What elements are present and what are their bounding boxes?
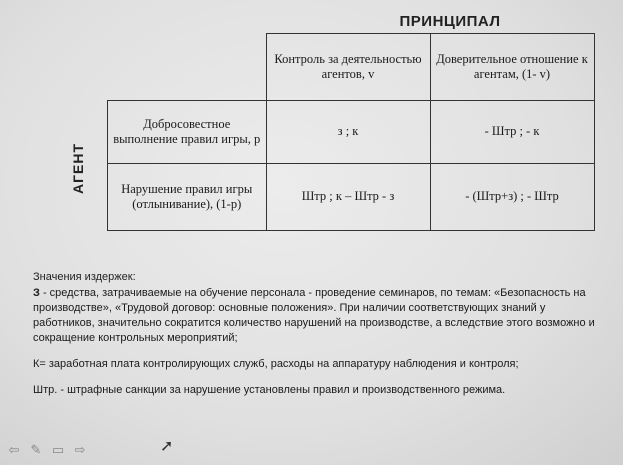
note-k: К= заработная плата контролирующих служб, расходы на аппаратуру наблюдения и контроля; <box>33 358 519 370</box>
principal-title: ПРИНЦИПАЛ <box>399 13 501 30</box>
table-row <box>108 100 595 163</box>
row-label-violation: Нарушение правил игры (отлынивание), (1-p) <box>108 163 267 230</box>
slideshow-toolbar <box>6 440 88 460</box>
col-header-control: Контроль за деятельностью агентов, v <box>266 34 430 101</box>
cell-violation-control: Штр ; к – Штр - з <box>266 163 430 230</box>
slides-icon[interactable]: ▭ <box>51 442 65 458</box>
costs-caption: Значения издержек: <box>33 271 136 283</box>
table-row <box>108 163 595 230</box>
arrow-right-icon[interactable]: ⇨ <box>74 442 86 458</box>
cell-violation-trust: - (Штр+з) ; - Штр <box>430 163 594 230</box>
z-description: - средства, затрачиваемые на обучение персонала - проведение семинаров, по темам: «Безопасность на производстве», «Трудовой договор: основные положения». При наличии соответствующих знаний у работников, значительно сократится количество нарушений на производстве, а вследствие этого возможно и сокращение контрольных мероприятий; <box>33 287 595 344</box>
header-row <box>108 34 595 101</box>
col-header-trust: Доверительное отношение к агентам, (1- v) <box>430 34 594 101</box>
payoff-table <box>107 33 595 231</box>
note-shtr: Штр. - штрафные санкции за нарушение установлены правил и производственного режима. <box>33 384 506 396</box>
row-label-honest: Добросовестное выполнение правил игры, p <box>108 100 267 163</box>
arrow-left-icon[interactable]: ⇦ <box>8 442 20 458</box>
cell-honest-trust: - Штр ; - к <box>430 100 594 163</box>
note-z <box>33 286 598 346</box>
z-symbol: З <box>33 287 40 299</box>
pen-icon[interactable]: ✎ <box>30 442 42 458</box>
agent-title: АГЕНТ <box>70 142 86 194</box>
mouse-cursor-icon: ➚ <box>160 436 174 455</box>
costs-notes <box>33 286 598 409</box>
blank-corner <box>108 34 267 101</box>
cell-honest-control: з ; к <box>266 100 430 163</box>
